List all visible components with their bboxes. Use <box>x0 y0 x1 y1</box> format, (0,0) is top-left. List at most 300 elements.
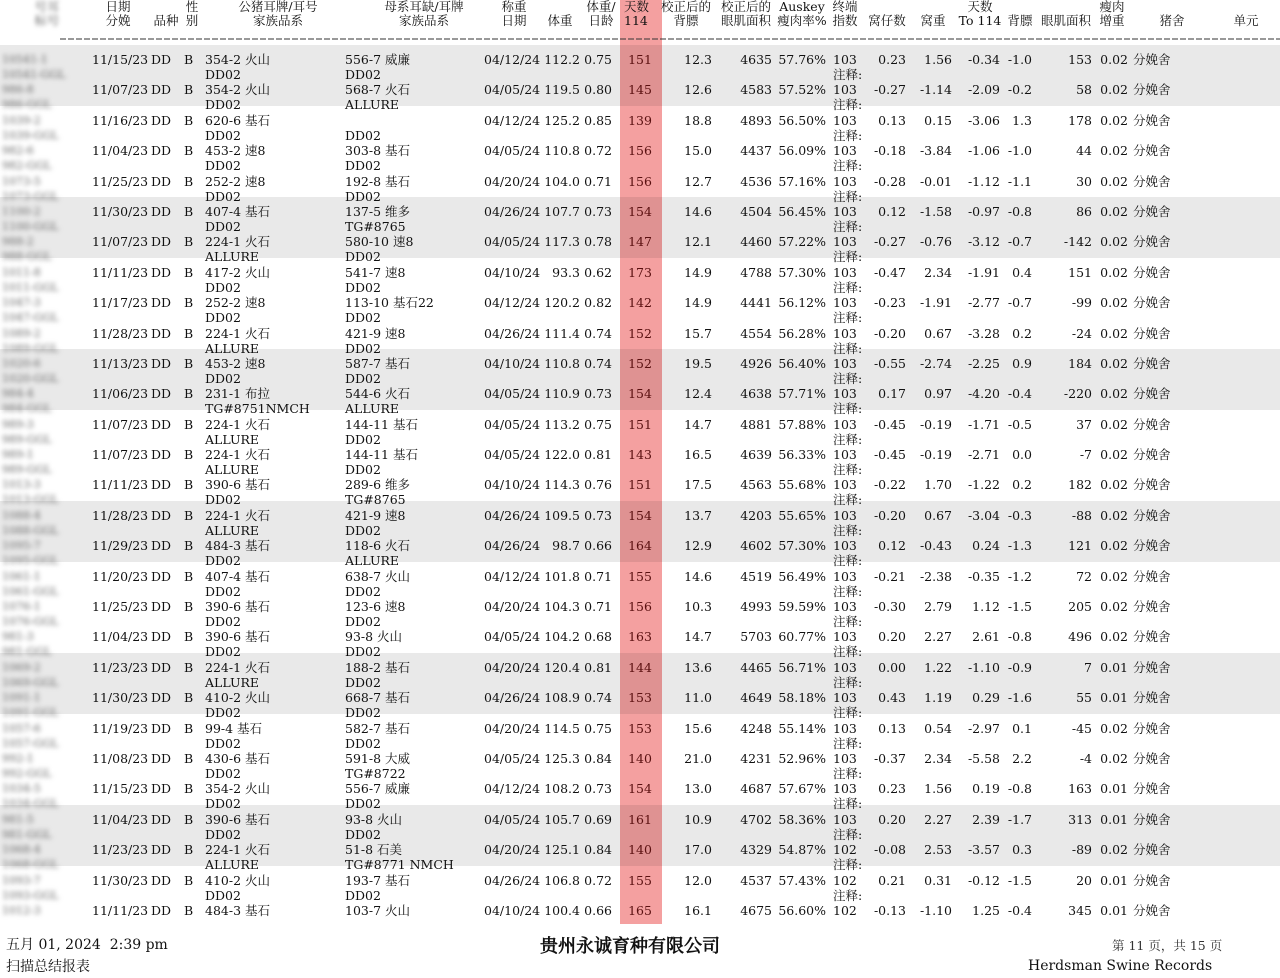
table-row <box>0 805 1280 842</box>
lean-gain-cell: 0.01 <box>1100 811 1128 827</box>
farrow-date-cell: 11/30/23 <box>92 872 149 888</box>
litter-weight-cell: 2.79 <box>924 599 952 615</box>
table-row <box>0 896 1280 926</box>
backfat-cell: -0.8 <box>1007 781 1032 797</box>
lean-percent-cell: 56.09% <box>778 143 826 159</box>
header-lean-gain: 瘦肉 增重 <box>1099 0 1125 28</box>
header-weight-per-age: 体重/ 日龄 <box>586 0 616 28</box>
adj-loin-area-cell: 4687 <box>740 781 772 797</box>
tag-cell: 1095-7 <box>2 539 41 553</box>
note-cell: 注释: <box>833 188 863 204</box>
weight-per-age-cell: 0.82 <box>584 295 612 311</box>
dam-line-cell: DD02 <box>345 67 381 82</box>
sire-cell: 354-2 火山 <box>205 82 271 98</box>
pen-cell: 分娩舍 <box>1133 690 1171 706</box>
adj-backfat-cell: 14.6 <box>684 203 712 219</box>
dam-cell: 113-10 基石22 <box>345 295 434 311</box>
loin-area-cell: -220 <box>1063 386 1092 402</box>
adj-backfat-cell: 16.5 <box>684 447 712 463</box>
table-row <box>0 440 1280 478</box>
breed-cell: DD <box>151 902 172 918</box>
weight-per-age-cell: 0.71 <box>584 173 612 189</box>
tag-line-cell: 981-GGL <box>2 645 52 659</box>
breed-cell: DD <box>151 599 172 615</box>
sex-cell: B <box>184 750 194 766</box>
tag-cell: 1020-6 <box>2 356 41 370</box>
dam-line-cell: ALLURE <box>345 553 400 569</box>
tag-cell: 10541-1 <box>2 53 48 66</box>
terminal-index-cell: 103 <box>833 203 857 219</box>
adj-loin-area-cell: 4881 <box>740 416 772 432</box>
loin-area-cell: 182 <box>1068 477 1092 493</box>
days-to-114-cell: -0.97 <box>967 203 1000 219</box>
lean-percent-cell: 57.22% <box>778 234 826 250</box>
litter-size-cell: 0.17 <box>878 386 906 402</box>
litter-weight-cell: 2.53 <box>924 842 952 858</box>
farrow-date-cell: 11/25/23 <box>92 173 149 189</box>
header-tag: 号耳 标号 <box>34 0 60 28</box>
note-cell: 注释: <box>833 431 863 447</box>
pen-cell: 分娩舍 <box>1133 203 1171 219</box>
terminal-index-cell: 103 <box>833 416 857 432</box>
table-row <box>0 531 1280 569</box>
litter-size-cell: -0.21 <box>873 568 906 584</box>
sire-line-cell: DD02 <box>205 583 241 599</box>
tag-line-cell: 1034-GGL <box>2 797 59 811</box>
weigh-date-cell: 04/20/24 <box>484 720 541 736</box>
print-datetime: 五月 01, 2024 2:39 pm <box>6 937 168 953</box>
litter-weight-cell: 2.27 <box>924 629 952 645</box>
days-114-cell: 142 <box>628 295 652 311</box>
farrow-date-cell: 11/07/23 <box>92 447 149 463</box>
litter-weight-cell: 0.97 <box>924 386 952 402</box>
loin-area-cell: -142 <box>1063 234 1092 250</box>
weight-cell: 107.7 <box>544 203 580 219</box>
days-to-114-cell: 0.29 <box>972 690 1000 706</box>
lean-gain-cell: 0.02 <box>1100 264 1128 280</box>
loin-area-cell: -4 <box>1079 750 1092 766</box>
backfat-cell: -1.6 <box>1007 690 1032 706</box>
sire-cell: 224-1 火石 <box>205 416 271 432</box>
adj-backfat-cell: 15.6 <box>684 720 712 736</box>
weight-per-age-cell: 0.68 <box>584 629 612 645</box>
days-114-cell: 156 <box>628 599 652 615</box>
farrow-date-cell: 11/06/23 <box>92 386 149 402</box>
sire-line-cell: DD02 <box>205 370 241 386</box>
dam-cell: 556-7 威廉 <box>345 781 411 797</box>
litter-size-cell: -0.28 <box>873 173 906 189</box>
sire-line-cell: DD02 <box>205 826 241 842</box>
farrow-date-cell: 11/17/23 <box>92 295 149 311</box>
pen-cell: 分娩舍 <box>1133 750 1171 766</box>
weight-per-age-cell: 0.71 <box>584 568 612 584</box>
days-to-114-cell: 0.19 <box>972 781 1000 797</box>
header-days-114: 天数 114 <box>624 0 650 28</box>
litter-weight-cell: -1.91 <box>919 295 952 311</box>
backfat-cell: -1.3 <box>1007 538 1032 554</box>
litter-size-cell: 0.21 <box>878 872 906 888</box>
sex-cell: B <box>184 264 194 280</box>
adj-loin-area-cell: 4465 <box>740 659 772 675</box>
farrow-date-cell: 11/07/23 <box>92 82 149 98</box>
adj-backfat-cell: 13.7 <box>684 507 712 523</box>
tag-cell: 984-4 <box>2 387 34 401</box>
days-114-cell: 173 <box>628 264 652 280</box>
litter-size-cell: -0.37 <box>873 750 906 766</box>
backfat-cell: -0.9 <box>1007 659 1032 675</box>
pen-cell: 分娩舍 <box>1133 507 1171 523</box>
weight-per-age-cell: 0.73 <box>584 203 612 219</box>
lean-gain-cell: 0.02 <box>1100 568 1128 584</box>
company-name: 贵州永诚育种有限公司 <box>540 936 720 957</box>
header-unit: 单元 <box>1233 13 1259 28</box>
litter-weight-cell: 0.67 <box>924 507 952 523</box>
weight-per-age-cell: 0.73 <box>584 386 612 402</box>
weigh-date-cell: 04/20/24 <box>484 173 541 189</box>
days-to-114-cell: -3.12 <box>967 234 1000 250</box>
litter-size-cell: -0.47 <box>873 264 906 280</box>
sire-line-cell: DD02 <box>205 310 241 326</box>
terminal-index-cell: 103 <box>833 568 857 584</box>
litter-weight-cell: -1.58 <box>919 203 952 219</box>
weight-cell: 104.3 <box>544 599 580 615</box>
backfat-cell: -1.5 <box>1007 872 1032 888</box>
header-days-to-114: 天数 To 114 <box>958 0 1002 28</box>
days-114-cell: 154 <box>628 507 652 523</box>
weight-cell: 105.7 <box>544 811 580 827</box>
header-backfat: 背膘 <box>1007 13 1033 28</box>
tag-cell: 1034-5 <box>2 782 41 796</box>
farrow-date-cell: 11/07/23 <box>92 234 149 250</box>
weight-cell: 114.3 <box>544 477 580 493</box>
days-114-cell: 154 <box>628 203 652 219</box>
weight-cell: 112.2 <box>544 52 580 67</box>
litter-size-cell: 0.23 <box>878 52 906 67</box>
header-sire: 公猪耳牌/耳号 家族品系 <box>238 0 318 28</box>
pen-cell: 分娩舍 <box>1133 477 1171 493</box>
breed-cell: DD <box>151 811 172 827</box>
dam-cell: 421-9 速8 <box>345 507 406 523</box>
adj-backfat-cell: 14.7 <box>684 416 712 432</box>
litter-size-cell: 0.43 <box>878 690 906 706</box>
pen-cell: 分娩舍 <box>1133 447 1171 463</box>
lean-percent-cell: 58.18% <box>778 690 826 706</box>
lean-gain-cell: 0.02 <box>1100 538 1128 554</box>
backfat-cell: -1.0 <box>1007 52 1032 67</box>
terminal-index-cell: 102 <box>833 872 857 888</box>
terminal-index-cell: 103 <box>833 750 857 766</box>
sire-cell: 252-2 速8 <box>205 295 266 311</box>
sire-line-cell: DD02 <box>205 614 241 630</box>
tag-cell: 1100-2 <box>2 204 41 218</box>
adj-backfat-cell: 10.3 <box>684 599 712 615</box>
loin-area-cell: 58 <box>1076 82 1092 98</box>
sex-cell: B <box>184 143 194 159</box>
sire-line-cell: DD02 <box>205 127 241 143</box>
weigh-date-cell: 04/12/24 <box>484 52 541 67</box>
table-row <box>0 501 1280 538</box>
table-row <box>0 379 1280 417</box>
weight-per-age-cell: 0.73 <box>584 781 612 797</box>
farrow-date-cell: 11/15/23 <box>92 781 149 797</box>
dam-line-cell: DD02 <box>345 614 381 630</box>
lean-gain-cell: 0.02 <box>1100 447 1128 463</box>
litter-size-cell: -0.27 <box>873 82 906 98</box>
header-adj-backfat: 校正后的 背膘 <box>660 0 711 28</box>
tag-cell: 1093-7 <box>2 873 41 887</box>
sire-line-cell: DD02 <box>205 765 241 781</box>
tag-cell: 1076-1 <box>2 600 41 614</box>
dam-line-cell: DD02 <box>345 370 381 386</box>
loin-area-cell: 178 <box>1068 112 1092 128</box>
header-litter-size: 窝仔数 <box>868 13 906 28</box>
farrow-date-cell: 11/20/23 <box>92 568 149 584</box>
litter-size-cell: -0.08 <box>873 842 906 858</box>
sire-cell: 390-6 基石 <box>205 599 271 615</box>
weight-cell: 108.9 <box>544 690 580 706</box>
litter-size-cell: -0.30 <box>873 599 906 615</box>
tag-line-cell: 1073-GGL <box>2 189 59 203</box>
adj-loin-area-cell: 4554 <box>740 325 772 341</box>
lean-percent-cell: 57.30% <box>778 264 826 280</box>
header-sex: 性 别 <box>185 0 199 28</box>
sire-cell: 231-1 布拉 <box>205 386 271 402</box>
weigh-date-cell: 04/05/24 <box>484 416 541 432</box>
days-to-114-cell: -2.77 <box>967 295 1000 311</box>
lean-percent-cell: 57.52% <box>778 82 826 98</box>
days-114-cell: 139 <box>628 112 652 128</box>
pen-cell: 分娩舍 <box>1133 538 1171 554</box>
dam-cell: 193-7 基石 <box>345 872 411 888</box>
pen-cell: 分娩舍 <box>1133 902 1171 918</box>
pen-cell: 分娩舍 <box>1133 599 1171 615</box>
weigh-date-cell: 04/05/24 <box>484 386 541 402</box>
pen-cell: 分娩舍 <box>1133 234 1171 250</box>
sire-line-cell: ALLURE <box>205 340 260 356</box>
terminal-index-cell: 103 <box>833 477 857 493</box>
litter-weight-cell: 1.19 <box>924 690 952 706</box>
litter-weight-cell: 0.15 <box>924 112 952 128</box>
lean-percent-cell: 57.16% <box>778 173 826 189</box>
table-row <box>0 714 1280 751</box>
adj-backfat-cell: 12.4 <box>684 386 712 402</box>
header-terminal-index: 终端 指数 <box>832 0 858 28</box>
loin-area-cell: 86 <box>1076 203 1092 219</box>
tag-line-cell: 1068-GGL <box>2 858 59 872</box>
terminal-index-cell: 102 <box>833 842 857 858</box>
weight-per-age-cell: 0.84 <box>584 842 612 858</box>
adj-backfat-cell: 13.6 <box>684 659 712 675</box>
header-litter-weight: 窝重 <box>920 13 946 28</box>
tag-cell: 1013-3 <box>2 478 41 492</box>
sire-line-cell: ALLURE <box>205 522 260 538</box>
loin-area-cell: 37 <box>1076 416 1092 432</box>
note-cell: 注释: <box>833 522 863 538</box>
lean-percent-cell: 57.88% <box>778 416 826 432</box>
adj-loin-area-cell: 4537 <box>740 872 772 888</box>
dam-cell: 587-7 基石 <box>345 355 411 371</box>
days-114-cell: 156 <box>628 143 652 159</box>
loin-area-cell: -99 <box>1071 295 1092 311</box>
litter-size-cell: -0.23 <box>873 295 906 311</box>
sire-cell: 224-1 火石 <box>205 842 271 858</box>
note-cell: 注释: <box>833 765 863 781</box>
pen-cell: 分娩舍 <box>1133 173 1171 189</box>
weight-per-age-cell: 0.85 <box>584 112 612 128</box>
lean-gain-cell: 0.02 <box>1100 325 1128 341</box>
pen-cell: 分娩舍 <box>1133 659 1171 675</box>
weight-cell: 125.3 <box>544 750 580 766</box>
days-to-114-cell: -2.09 <box>967 82 1000 98</box>
backfat-cell: -1.7 <box>1007 811 1032 827</box>
days-to-114-cell: -2.97 <box>967 720 1000 736</box>
dam-line-cell: DD02 <box>345 340 381 356</box>
table-row <box>0 774 1280 812</box>
tag-cell: 1089-2 <box>2 326 41 340</box>
adj-backfat-cell: 12.3 <box>684 52 712 67</box>
tag-cell: 1088-4 <box>2 508 41 522</box>
note-cell: 注释: <box>833 705 863 721</box>
days-114-cell: 151 <box>628 416 652 432</box>
days-114-cell: 153 <box>628 720 652 736</box>
adj-loin-area-cell: 4231 <box>740 750 772 766</box>
note-cell: 注释: <box>833 462 863 478</box>
terminal-index-cell: 103 <box>833 538 857 554</box>
terminal-index-cell: 103 <box>833 82 857 98</box>
litter-weight-cell: -1.14 <box>919 82 952 98</box>
loin-area-cell: 163 <box>1068 781 1092 797</box>
weigh-date-cell: 04/20/24 <box>484 659 541 675</box>
weigh-date-cell: 04/26/24 <box>484 325 541 341</box>
adj-loin-area-cell: 4460 <box>740 234 772 250</box>
note-cell: 注释: <box>833 553 863 569</box>
litter-weight-cell: 2.27 <box>924 811 952 827</box>
litter-weight-cell: 2.34 <box>924 264 952 280</box>
sire-cell: 390-6 基石 <box>205 811 271 827</box>
dam-cell: 568-7 火石 <box>345 82 411 98</box>
breed-cell: DD <box>151 659 172 675</box>
terminal-index-cell: 103 <box>833 112 857 128</box>
terminal-index-cell: 103 <box>833 781 857 797</box>
adj-backfat-cell: 14.6 <box>684 568 712 584</box>
litter-weight-cell: 0.67 <box>924 325 952 341</box>
adj-loin-area-cell: 4563 <box>740 477 772 493</box>
tag-cell: 1091-1 <box>2 691 41 705</box>
loin-area-cell: 55 <box>1076 690 1092 706</box>
weight-cell: 117.3 <box>544 234 580 250</box>
dam-line-cell: DD02 <box>345 310 381 326</box>
scan-table-body <box>0 45 1280 926</box>
sire-line-cell: DD02 <box>205 67 241 82</box>
litter-size-cell: -0.20 <box>873 507 906 523</box>
pen-cell: 分娩舍 <box>1133 143 1171 159</box>
adj-loin-area-cell: 4329 <box>740 842 772 858</box>
sire-cell: 453-2 速8 <box>205 143 266 159</box>
sire-line-cell: DD02 <box>205 188 241 204</box>
days-to-114-cell: -3.06 <box>967 112 1000 128</box>
days-114-cell: 151 <box>628 477 652 493</box>
lean-percent-cell: 55.65% <box>778 507 826 523</box>
terminal-index-cell: 103 <box>833 811 857 827</box>
backfat-cell: -0.4 <box>1007 386 1032 402</box>
weight-per-age-cell: 0.81 <box>584 659 612 675</box>
table-row <box>0 562 1280 599</box>
dam-line-cell: DD02 <box>345 158 381 174</box>
note-cell: 注释: <box>833 340 863 356</box>
note-cell: 注释: <box>833 370 863 386</box>
tag-line-cell: 1076-GGL <box>2 615 59 629</box>
tag-line-cell: 1088-GGL <box>2 523 59 537</box>
sire-cell: 224-1 火石 <box>205 325 271 341</box>
dam-line-cell: TG#8765 <box>345 492 406 508</box>
lean-gain-cell: 0.02 <box>1100 295 1128 311</box>
backfat-cell: -0.4 <box>1007 902 1032 918</box>
note-cell: 注释: <box>833 735 863 751</box>
terminal-index-cell: 103 <box>833 295 857 311</box>
adj-backfat-cell: 10.9 <box>684 811 712 827</box>
lean-percent-cell: 56.45% <box>778 203 826 219</box>
tag-cell: 988-2 <box>2 235 34 249</box>
tag-cell: 989-1 <box>2 448 34 462</box>
pen-cell: 分娩舍 <box>1133 629 1171 645</box>
adj-loin-area-cell: 4203 <box>740 507 772 523</box>
lean-gain-cell: 0.02 <box>1100 203 1128 219</box>
days-to-114-cell: -1.10 <box>967 659 1000 675</box>
note-cell: 注释: <box>833 279 863 295</box>
dam-cell: 289-6 维多 <box>345 477 411 493</box>
sex-cell: B <box>184 355 194 371</box>
tag-cell: 1068-4 <box>2 843 41 857</box>
weigh-date-cell: 04/26/24 <box>484 507 541 523</box>
sex-cell: B <box>184 203 194 219</box>
sire-line-cell: DD02 <box>205 97 241 113</box>
lean-percent-cell: 56.50% <box>778 112 826 128</box>
lean-percent-cell: 56.71% <box>778 659 826 675</box>
weight-cell: 106.8 <box>544 872 580 888</box>
tag-line-cell: 989-GGL <box>2 463 52 477</box>
tag-line-cell: 982-GGL <box>2 159 52 173</box>
sire-line-cell: DD02 <box>205 218 241 234</box>
sex-cell: B <box>184 386 194 402</box>
dam-line-cell: TG#8722 <box>345 765 406 781</box>
terminal-index-cell: 103 <box>833 325 857 341</box>
weight-cell: 119.5 <box>544 82 580 98</box>
dam-line-cell: DD02 <box>345 462 381 478</box>
farrow-date-cell: 11/23/23 <box>92 659 149 675</box>
lean-percent-cell: 57.71% <box>778 386 826 402</box>
days-to-114-cell: -3.04 <box>967 507 1000 523</box>
sex-cell: B <box>184 52 194 67</box>
breed-cell: DD <box>151 234 172 250</box>
dam-line-cell: DD02 <box>345 522 381 538</box>
weight-per-age-cell: 0.75 <box>584 416 612 432</box>
tag-line-cell: 1093-GGL <box>2 888 59 902</box>
breed-cell: DD <box>151 720 172 736</box>
pen-cell: 分娩舍 <box>1133 112 1171 128</box>
days-to-114-cell: -0.34 <box>967 52 1000 67</box>
breed-cell: DD <box>151 82 172 98</box>
adj-loin-area-cell: 4893 <box>740 112 772 128</box>
farrow-date-cell: 11/07/23 <box>92 416 149 432</box>
farrow-date-cell: 11/30/23 <box>92 203 149 219</box>
litter-size-cell: -0.13 <box>873 902 906 918</box>
days-114-cell: 152 <box>628 325 652 341</box>
weight-cell: 125.1 <box>544 842 580 858</box>
sire-line-cell: TG#8751NMCH <box>205 401 310 417</box>
dam-line-cell: DD02 <box>345 705 381 721</box>
lean-gain-cell: 0.01 <box>1100 872 1128 888</box>
days-114-cell: 164 <box>628 538 652 554</box>
